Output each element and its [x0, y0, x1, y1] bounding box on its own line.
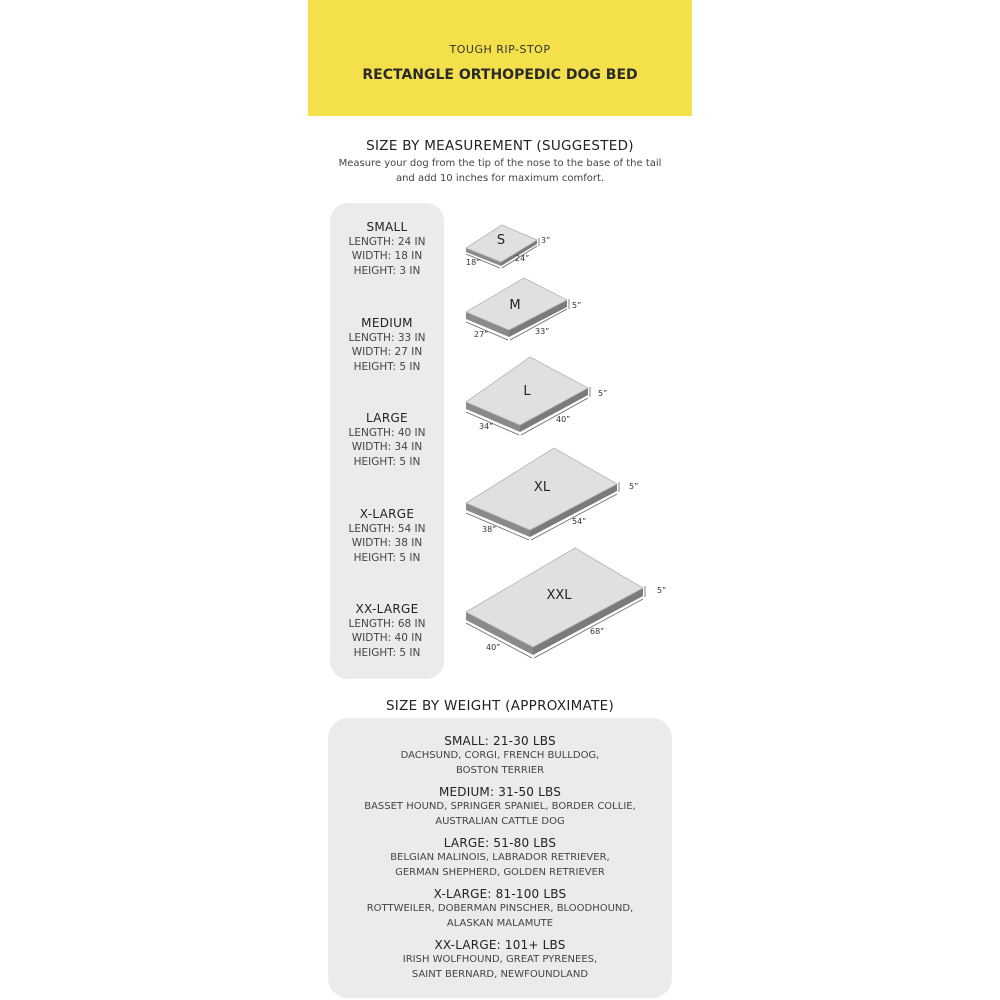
weight-title: SMALL: 21-30 LBS — [444, 734, 556, 748]
bed-length-label: 24” — [515, 254, 530, 263]
size-x-large — [330, 507, 444, 565]
weight-breeds-line2: AUSTRALIAN CATTLE DOG — [435, 815, 565, 827]
size-length: LENGTH: 24 IN — [348, 235, 426, 248]
banner-title: RECTANGLE ORTHOPEDIC DOG BED — [362, 67, 638, 83]
header-banner — [308, 0, 692, 116]
size-name: SMALL — [366, 220, 408, 234]
size-width: WIDTH: 38 IN — [351, 537, 423, 549]
bed-height-label: 5” — [598, 389, 608, 398]
measurement-desc-line1: Measure your dog from the tip of the nose to the base of the tail — [338, 158, 662, 169]
weight-breeds-line1: BASSET HOUND, SPRINGER SPANIEL, BORDER COLLIE, — [364, 801, 636, 812]
bed-width-label: 40” — [486, 643, 501, 652]
bed-length-label: 40” — [556, 415, 571, 424]
size-large — [330, 411, 444, 469]
weight-x-large — [328, 886, 672, 931]
bed-length-label: 54” — [572, 517, 587, 526]
bed-width-label: 38” — [482, 525, 497, 534]
weight-breeds-line1: IRISH WOLFHOUND, GREAT PYRENEES, — [402, 954, 598, 965]
size-name: LARGE — [366, 411, 408, 425]
size-length: LENGTH: 54 IN — [348, 522, 426, 535]
size-width: WIDTH: 34 IN — [351, 441, 423, 453]
weight-title: LARGE: 51-80 LBS — [443, 836, 557, 850]
size-weight-panel — [328, 718, 672, 998]
bed-medium-illustration — [466, 278, 581, 340]
bed-width-label: 34” — [479, 422, 494, 431]
size-name: MEDIUM — [361, 316, 413, 330]
size-height: HEIGHT: 5 IN — [353, 455, 421, 468]
weight-large — [328, 835, 672, 880]
bed-length-label: 68” — [590, 627, 605, 636]
bed-length-label: 33” — [535, 327, 550, 336]
weight-breeds-line2: GERMAN SHEPHERD, GOLDEN RETRIEVER — [395, 866, 605, 878]
measurement-description — [308, 156, 692, 186]
weight-breeds-line1: ROTTWEILER, DOBERMAN PINSCHER, BLOODHOUND, — [366, 903, 634, 914]
size-measurement-panel — [330, 203, 444, 679]
weight-breeds-line1: BELGIAN MALINOIS, LABRADOR RETRIEVER, — [390, 852, 610, 863]
size-height: HEIGHT: 5 IN — [353, 551, 421, 564]
size-width: WIDTH: 18 IN — [351, 250, 423, 262]
bed-xx-large-illustration — [466, 548, 666, 658]
size-name: X-LARGE — [359, 507, 415, 521]
size-small — [330, 220, 444, 278]
size-width: WIDTH: 40 IN — [351, 632, 423, 644]
bed-width-label: 18” — [466, 258, 481, 267]
measurement-desc-line2: and add 10 inches for maximum comfort. — [395, 173, 605, 184]
bed-label: L — [523, 384, 531, 399]
weight-title: X-LARGE: 81-100 LBS — [433, 887, 567, 901]
bed-illustrations — [450, 205, 680, 670]
weight-title: MEDIUM: 31-50 LBS — [438, 785, 562, 799]
weight-xx-large — [328, 937, 672, 982]
weight-small — [328, 733, 672, 778]
weight-breeds-line2: ALASKAN MALAMUTE — [446, 917, 554, 929]
bed-x-large-illustration — [466, 448, 638, 540]
weight-title: XX-LARGE: 101+ LBS — [434, 938, 566, 952]
weight-breeds-line2: SAINT BERNARD, NEWFOUNDLAND — [411, 968, 589, 980]
size-height: HEIGHT: 5 IN — [353, 360, 421, 373]
size-length: LENGTH: 33 IN — [348, 331, 426, 344]
weight-heading: SIZE BY WEIGHT (APPROXIMATE) — [385, 698, 615, 714]
banner-subtitle: TOUGH RIP-STOP — [449, 43, 551, 56]
bed-label: XL — [533, 480, 551, 495]
bed-height-label: 5” — [572, 301, 582, 310]
measurement-heading: SIZE BY MEASUREMENT (SUGGESTED) — [366, 138, 634, 154]
size-name: XX-LARGE — [355, 602, 419, 616]
bed-width-label: 27” — [474, 330, 489, 339]
size-height: HEIGHT: 3 IN — [353, 264, 421, 277]
bed-label: M — [509, 298, 521, 313]
size-length: LENGTH: 68 IN — [348, 617, 426, 630]
bed-height-label: 3” — [541, 236, 551, 245]
size-width: WIDTH: 27 IN — [351, 346, 423, 358]
bed-large-illustration — [466, 357, 607, 435]
weight-medium — [328, 784, 672, 829]
bed-height-label: 5” — [629, 482, 639, 491]
bed-label: S — [496, 233, 506, 248]
bed-label: XXL — [546, 588, 572, 603]
size-xx-large — [330, 602, 444, 660]
size-medium — [330, 316, 444, 374]
size-height: HEIGHT: 5 IN — [353, 646, 421, 659]
weight-breeds-line1: DACHSUND, CORGI, FRENCH BULLDOG, — [400, 750, 600, 761]
weight-breeds-line2: BOSTON TERRIER — [455, 764, 545, 776]
bed-height-label: 5” — [657, 586, 667, 595]
size-length: LENGTH: 40 IN — [348, 426, 426, 439]
bed-small-illustration — [466, 225, 550, 268]
